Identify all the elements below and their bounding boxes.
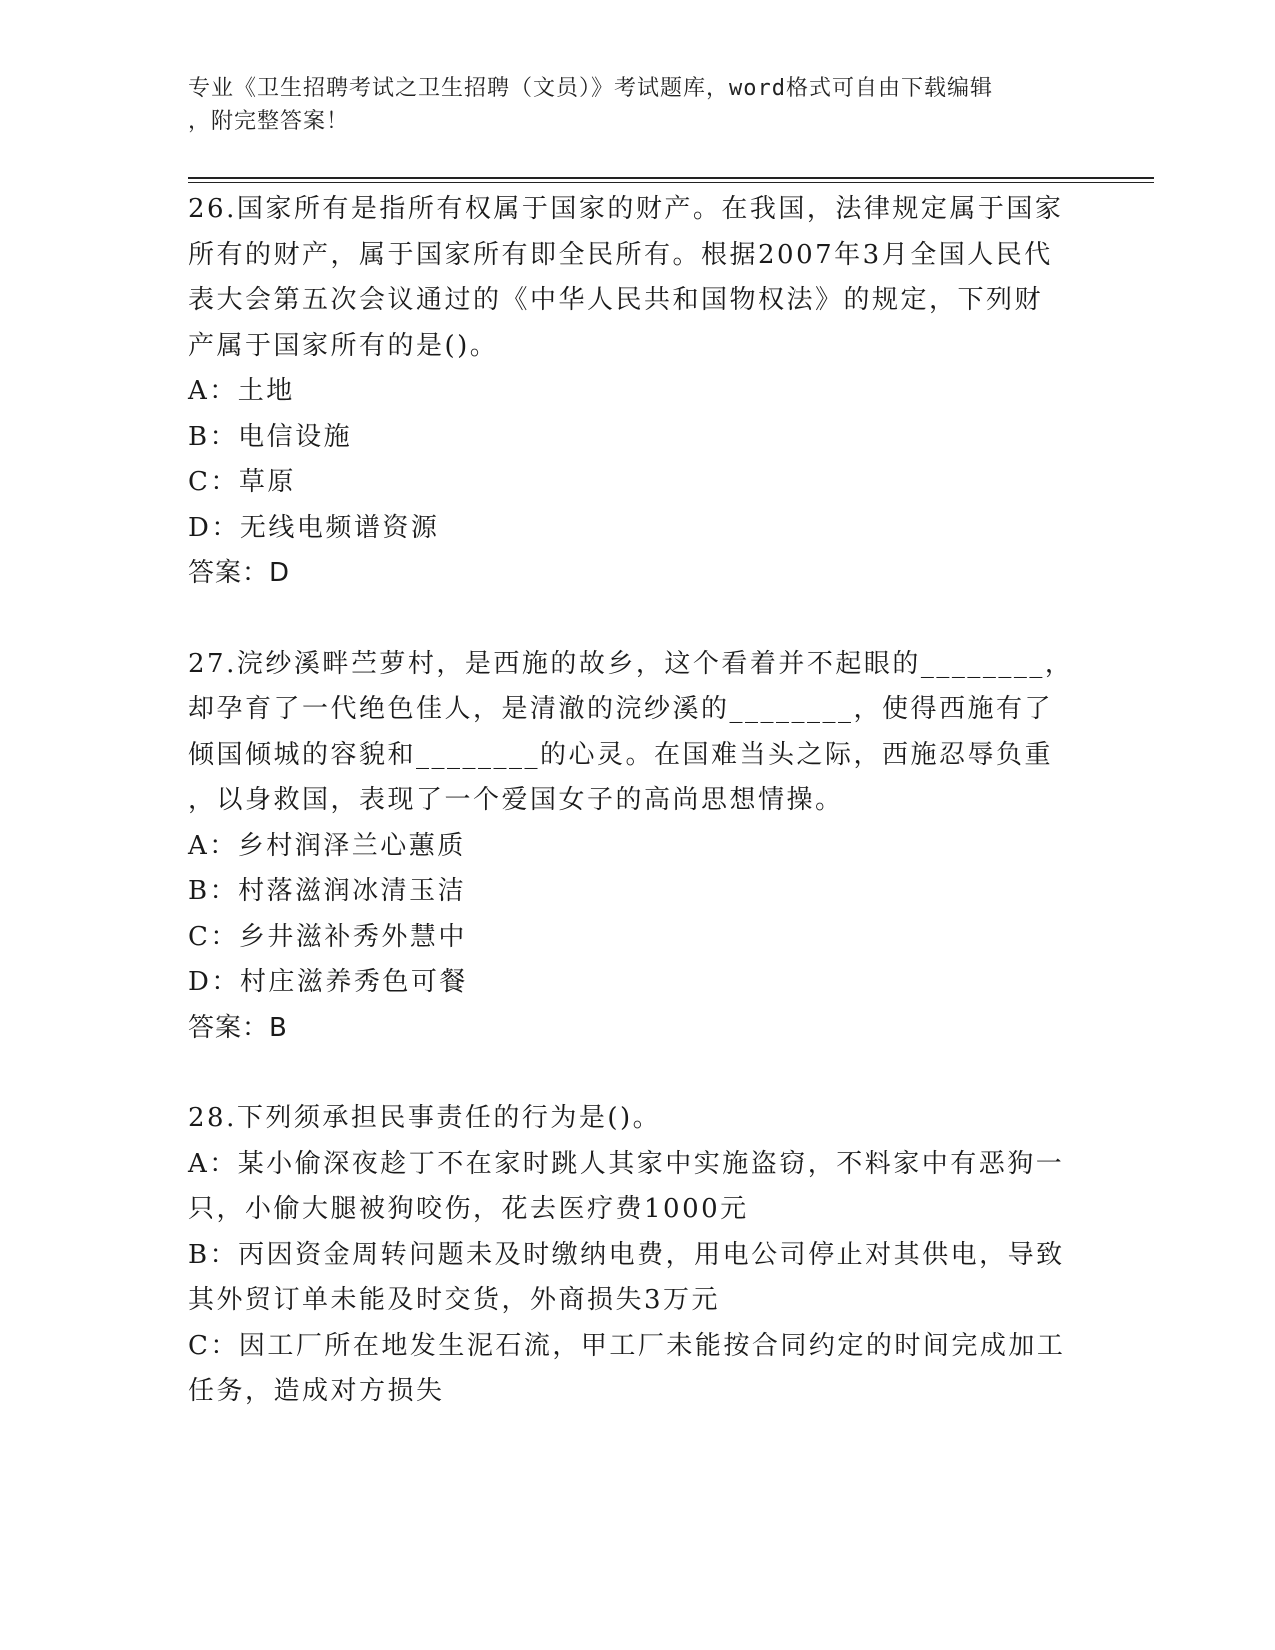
- option-a: A：土地: [188, 376, 295, 406]
- question-list: [188, 187, 1088, 1415]
- question-28: [188, 1096, 1088, 1415]
- question-stem-line: 27.浣纱溪畔苎萝村，是西施的故乡，这个看着并不起眼的________，: [188, 648, 1074, 679]
- header-line-1: 专业《卫生招聘考试之卫生招聘（文员）》考试题库，word格式可自由下载编辑: [188, 76, 993, 101]
- option-c-line: 任务，造成对方损失: [188, 1376, 445, 1406]
- question-stem-line: 表大会第五次会议通过的《中华人民共和国物权法》的规定，下列财: [188, 285, 1044, 315]
- question-spacer: [188, 597, 1088, 642]
- option-b: B：村落滋润冰清玉洁: [188, 876, 467, 906]
- header-divider-thin: [188, 182, 1154, 183]
- option-b: B：电信设施: [188, 421, 353, 452]
- option-d: D：村庄滋养秀色可餐: [188, 967, 468, 997]
- answer: 答案：D: [188, 558, 291, 588]
- header-line-2: ，附完整答案！: [188, 109, 350, 134]
- question-26: [188, 187, 1088, 597]
- option-b-line: 其外贸订单未能及时交货，外商损失3万元: [188, 1285, 721, 1315]
- question-stem-line: 产属于国家所有的是()。: [188, 330, 499, 361]
- question-spacer: [188, 1051, 1088, 1096]
- option-b-line: B：丙因资金周转问题未及时缴纳电费，用电公司停止对其供电，导致: [188, 1239, 1065, 1270]
- question-stem-line: 却孕育了一代绝色佳人，是清澈的浣纱溪的________，使得西施有了: [188, 694, 1054, 724]
- option-c-line: C：因工厂所在地发生泥石流，甲工厂未能按合同约定的时间完成加工: [188, 1330, 1066, 1361]
- header-divider-thick: [188, 177, 1154, 179]
- question-stem-line: ，以身救国，表现了一个爱国女子的高尚思想情操。: [188, 785, 844, 815]
- document-header: [188, 72, 1068, 138]
- question-stem-line: 倾国倾城的容貌和________的心灵。在国难当头之际，西施忍辱负重: [188, 739, 1054, 770]
- option-d: D：无线电频谱资源: [188, 512, 440, 543]
- option-c: C：草原: [188, 467, 296, 497]
- question-stem-line: 26.国家所有是指所有权属于国家的财产。在我国，法律规定属于国家: [188, 194, 1064, 224]
- answer: 答案：B: [188, 1012, 288, 1043]
- question-stem-line: 所有的财产，属于国家所有即全民所有。根据2007年3月全国人民代: [188, 239, 1053, 270]
- option-a-line: A：某小偷深夜趁丁不在家时跳人其家中实施盗窃，不料家中有恶狗一: [188, 1148, 1065, 1179]
- option-c: C：乡井滋补秀外慧中: [188, 921, 467, 952]
- question-27: [188, 642, 1088, 1052]
- question-stem-line: 28.下列须承担民事责任的行为是()。: [188, 1103, 662, 1133]
- option-a-line: 只，小偷大腿被狗咬伤，花去医疗费1000元: [188, 1194, 749, 1224]
- option-a: A：乡村润泽兰心蕙质: [188, 830, 466, 861]
